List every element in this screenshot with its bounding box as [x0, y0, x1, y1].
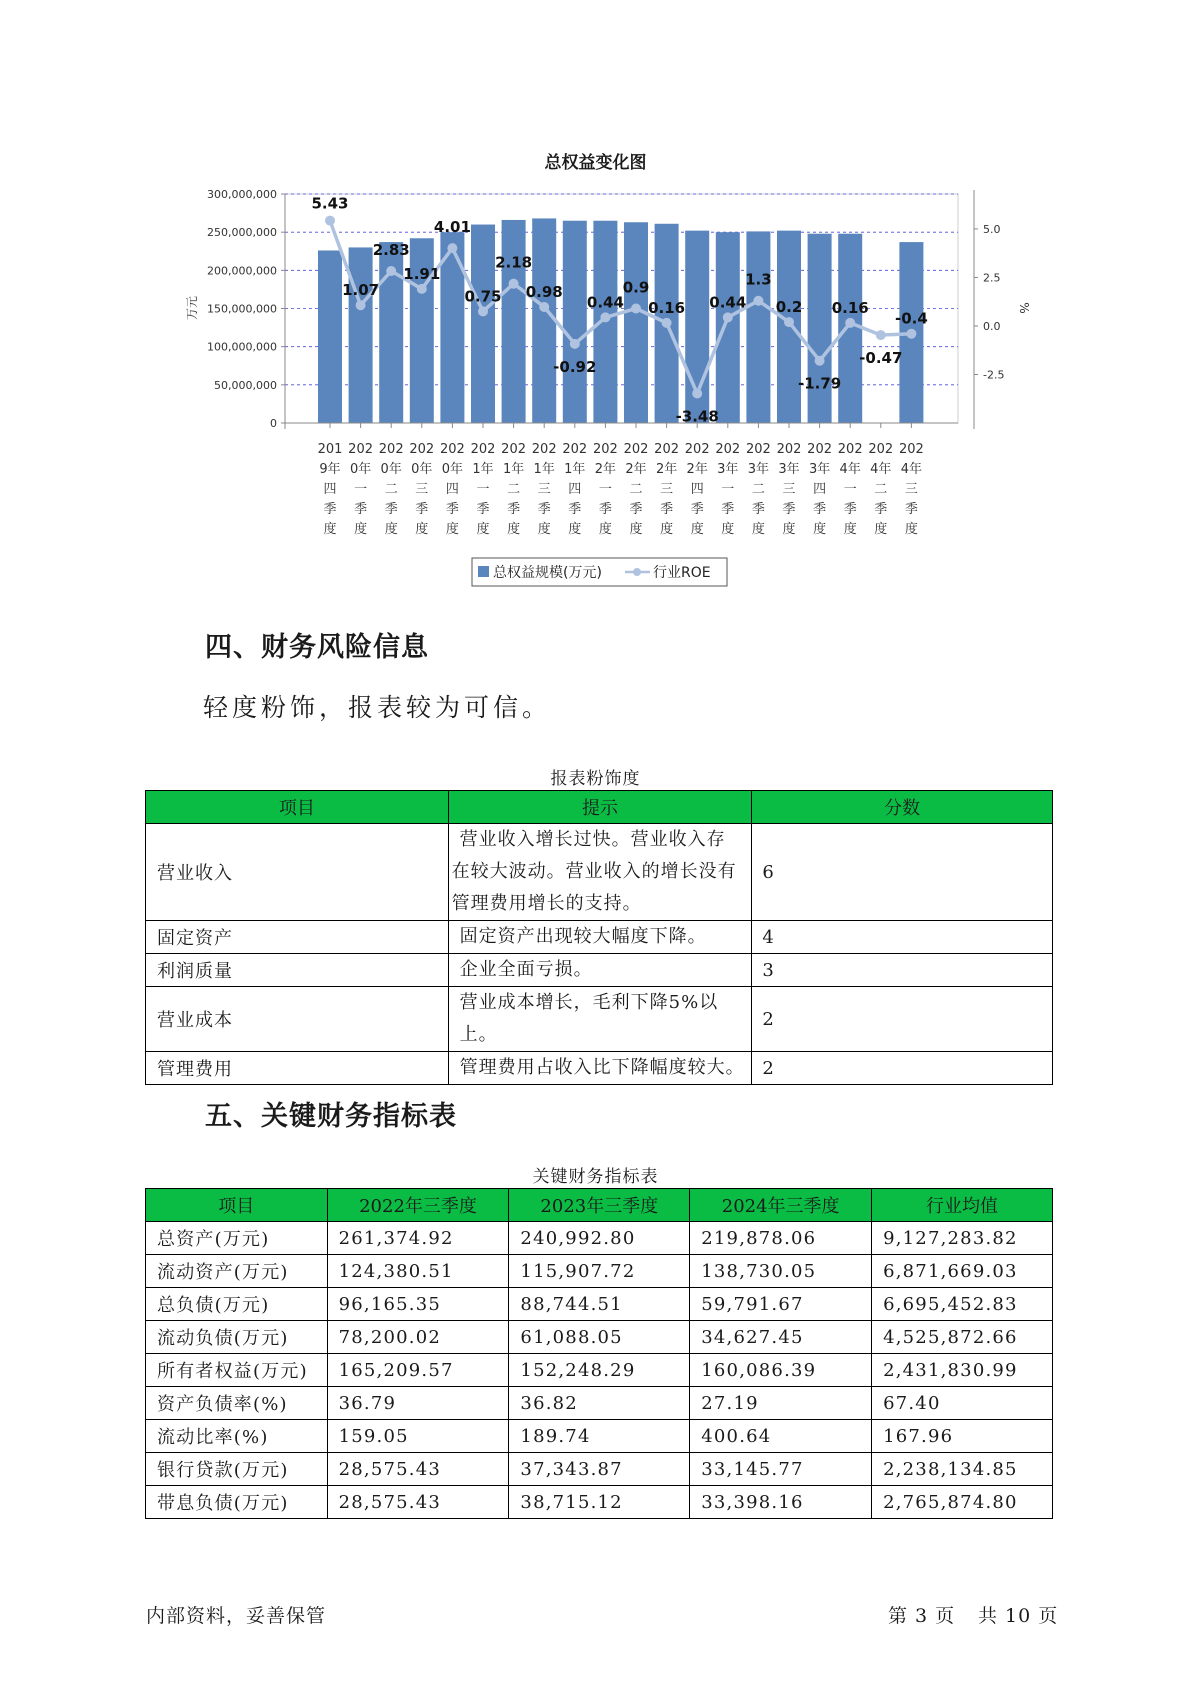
- risk-tip: [448, 824, 752, 921]
- x-tick-label: 202 3年二季度: [745, 442, 771, 537]
- bar: [502, 220, 526, 423]
- key-row: [146, 1453, 1053, 1486]
- key-value: 28,575.43: [327, 1486, 509, 1519]
- risk-tip-line: 在较大波动。营业收入的增长没有: [451, 861, 737, 882]
- roe-point: [600, 312, 610, 322]
- x-tick-label: 201 9年四季度: [317, 442, 343, 537]
- risk-score: 3: [752, 954, 1053, 987]
- key-value: 96,165.35: [327, 1288, 509, 1321]
- risk-score: 2: [752, 987, 1053, 1052]
- roe-data-label: 2.18: [495, 253, 533, 272]
- roe-point: [509, 279, 519, 289]
- roe-data-label: 1.07: [342, 281, 380, 300]
- x-tick-label: 202 1年二季度: [501, 442, 527, 537]
- risk-tip: [448, 954, 752, 987]
- roe-data-label: 0.16: [648, 298, 686, 317]
- y-left-tick-label: 50,000,000: [214, 378, 277, 392]
- key-value: 261,374.92: [327, 1222, 509, 1255]
- key-metrics-table: [145, 1188, 1053, 1519]
- key-value: 9,127,283.82: [872, 1222, 1053, 1255]
- y-left-tick-label: 100,000,000: [207, 340, 277, 354]
- key-row: [146, 1222, 1053, 1255]
- risk-row: [146, 824, 1053, 921]
- key-item: 带息负债(万元): [146, 1486, 328, 1519]
- risk-row: [146, 987, 1053, 1052]
- x-tick-label: 202 4年一季度: [837, 442, 863, 537]
- roe-data-label: -0.47: [859, 349, 903, 368]
- risk-header-item: 项目: [146, 791, 449, 824]
- section4-title: 四、财务风险信息: [205, 632, 429, 663]
- roe-data-label: 1.91: [403, 264, 441, 283]
- bar: [471, 225, 495, 423]
- key-header: 2023年三季度: [509, 1189, 690, 1222]
- key-value: 160,086.39: [690, 1354, 872, 1387]
- key-value: 152,248.29: [509, 1354, 690, 1387]
- x-tick-label: 202 2年三季度: [654, 442, 680, 537]
- key-value: 6,695,452.83: [872, 1288, 1053, 1321]
- risk-tip-line: 管理费用增长的支持。: [451, 893, 642, 914]
- key-value: 33,145.77: [690, 1453, 872, 1486]
- key-table-caption: 关键财务指标表: [532, 1167, 659, 1187]
- key-row: [146, 1420, 1053, 1453]
- risk-tip: [448, 921, 752, 954]
- roe-data-label: 1.3: [745, 270, 772, 289]
- key-value: 4,525,872.66: [872, 1321, 1053, 1354]
- risk-summary: 轻度粉饰，报表较为可信。: [203, 693, 552, 722]
- roe-point: [539, 302, 549, 312]
- key-value: 67.40: [872, 1387, 1053, 1420]
- risk-header-tip: 提示: [448, 791, 752, 824]
- key-value: 400.64: [690, 1420, 872, 1453]
- bar: [624, 222, 648, 423]
- key-value: 240,992.80: [509, 1222, 690, 1255]
- bar: [838, 234, 862, 423]
- chart-title: 总权益变化图: [544, 153, 647, 173]
- x-tick-label: 202 4年三季度: [898, 442, 924, 537]
- y-right-tick-label: 0.0: [983, 319, 1001, 333]
- legend-line-label: 行业ROE: [653, 565, 711, 581]
- key-item: 总负债(万元): [146, 1288, 328, 1321]
- x-tick-label: 202 3年一季度: [715, 442, 741, 537]
- roe-point: [631, 304, 641, 314]
- risk-tip-line: 营业收入增长过快。营业收入存: [459, 829, 726, 850]
- key-value: 115,907.72: [509, 1255, 690, 1288]
- roe-point: [815, 356, 825, 366]
- key-value: 167.96: [872, 1420, 1053, 1453]
- y-left-tick-label: 250,000,000: [207, 226, 277, 240]
- risk-item: 营业收入: [146, 824, 449, 921]
- roe-point: [845, 318, 855, 328]
- roe-point: [386, 266, 396, 276]
- roe-point: [876, 330, 886, 340]
- x-tick-label: 202 4年二季度: [868, 442, 894, 537]
- key-value: 219,878.06: [690, 1222, 872, 1255]
- bar: [746, 231, 770, 423]
- bar: [318, 250, 342, 423]
- risk-row: [146, 954, 1053, 987]
- y-left-tick-label: 150,000,000: [207, 302, 277, 316]
- risk-item: 固定资产: [146, 921, 449, 954]
- key-value: 124,380.51: [327, 1255, 509, 1288]
- roe-point: [906, 329, 916, 339]
- risk-tip-line: 企业全面亏损。: [459, 959, 593, 980]
- y-right-tick-label: 5.0: [983, 222, 1001, 236]
- roe-point: [356, 300, 366, 310]
- risk-score: 4: [752, 921, 1053, 954]
- bar: [808, 234, 832, 423]
- key-value: 159.05: [327, 1420, 509, 1453]
- key-value: 6,871,669.03: [872, 1255, 1053, 1288]
- risk-item: 管理费用: [146, 1052, 449, 1085]
- x-tick-label: 202 3年三季度: [776, 442, 802, 537]
- key-row: [146, 1486, 1053, 1519]
- risk-tip-line: 固定资产出现较大幅度下降。: [459, 926, 707, 947]
- roe-point: [784, 317, 794, 327]
- x-tick-label: 202 2年一季度: [592, 442, 618, 537]
- footer-page-number: 第 3 页: [888, 1605, 956, 1627]
- roe-data-label: -3.48: [675, 407, 719, 426]
- roe-data-label: 0.9: [622, 278, 650, 297]
- roe-data-label: 0.98: [525, 282, 563, 301]
- y-right-axis-label: %: [1017, 302, 1031, 314]
- x-tick-label: 202 0年三季度: [409, 442, 435, 537]
- key-value: 2,765,874.80: [872, 1486, 1053, 1519]
- roe-data-label: 0.16: [831, 298, 869, 317]
- x-tick-label: 202 1年一季度: [470, 442, 496, 537]
- key-header: 行业均值: [872, 1189, 1053, 1222]
- legend-line-marker: [633, 568, 641, 576]
- bar: [563, 221, 587, 423]
- footer-confidential: 内部资料，妥善保管: [146, 1605, 327, 1627]
- x-tick-label: 202 0年二季度: [378, 442, 404, 537]
- section5-title: 五、关键财务指标表: [205, 1101, 457, 1132]
- risk-row: [146, 921, 1053, 954]
- risk-tip: [448, 1052, 752, 1085]
- roe-point: [325, 216, 335, 226]
- key-value: 36.82: [509, 1387, 690, 1420]
- roe-point: [662, 318, 672, 328]
- y-right-tick-label: -2.5: [983, 368, 1005, 382]
- footer-page-total: 共 10 页: [978, 1605, 1059, 1627]
- key-row: [146, 1288, 1053, 1321]
- roe-point: [478, 306, 488, 316]
- roe-data-label: -0.4: [894, 309, 928, 328]
- x-tick-label: 202 0年四季度: [439, 442, 465, 537]
- y-left-tick-label: 200,000,000: [207, 264, 277, 278]
- roe-data-label: 0.2: [775, 298, 803, 317]
- key-header: 2022年三季度: [327, 1189, 509, 1222]
- risk-tip-line: 营业成本增长，毛利下降5%以上。: [459, 992, 719, 1045]
- risk-item: 营业成本: [146, 987, 449, 1052]
- key-item: 银行贷款(万元): [146, 1453, 328, 1486]
- x-tick-label: 202 3年四季度: [807, 442, 833, 537]
- y-left-tick-label: 300,000,000: [207, 188, 277, 201]
- x-tick-label: 202 1年三季度: [531, 442, 557, 537]
- x-tick-label: 202 1年四季度: [562, 442, 588, 537]
- bar: [716, 232, 740, 423]
- y-left-axis-label: 万元: [185, 295, 199, 321]
- key-row: [146, 1255, 1053, 1288]
- roe-data-label: 0.44: [709, 293, 747, 312]
- roe-point: [570, 339, 580, 349]
- y-left-tick-label: 0: [270, 417, 277, 430]
- key-value: 28,575.43: [327, 1453, 509, 1486]
- key-value: 78,200.02: [327, 1321, 509, 1354]
- risk-score: 6: [752, 824, 1053, 921]
- legend-bar-swatch: [478, 566, 489, 577]
- key-value: 34,627.45: [690, 1321, 872, 1354]
- key-item: 资产负债率(%): [146, 1387, 328, 1420]
- roe-data-label: 5.43: [311, 194, 349, 213]
- key-item: 总资产(万元): [146, 1222, 328, 1255]
- key-row: [146, 1387, 1053, 1420]
- roe-data-label: 2.83: [372, 241, 410, 260]
- risk-item: 利润质量: [146, 954, 449, 987]
- key-value: 138,730.05: [690, 1255, 872, 1288]
- key-value: 61,088.05: [509, 1321, 690, 1354]
- roe-point: [692, 389, 702, 399]
- key-value: 36.79: [327, 1387, 509, 1420]
- roe-data-label: 0.44: [586, 293, 624, 312]
- roe-point: [753, 296, 763, 306]
- key-header: 项目: [146, 1189, 328, 1222]
- key-value: 33,398.16: [690, 1486, 872, 1519]
- risk-tip: [448, 987, 752, 1052]
- roe-data-label: 0.75: [464, 287, 502, 306]
- legend-bar-label: 总权益规模(万元): [493, 565, 602, 581]
- x-tick-label: 202 2年二季度: [623, 442, 649, 537]
- roe-point: [447, 243, 457, 253]
- key-value: 2,431,830.99: [872, 1354, 1053, 1387]
- risk-table-caption: 报表粉饰度: [550, 769, 641, 789]
- key-row: [146, 1354, 1053, 1387]
- risk-tip-line: 管理费用占收入比下降幅度较大。: [459, 1057, 745, 1078]
- key-value: 189.74: [509, 1420, 690, 1453]
- key-value: 38,715.12: [509, 1486, 690, 1519]
- roe-data-label: -0.92: [553, 357, 597, 376]
- key-item: 所有者权益(万元): [146, 1354, 328, 1387]
- y-right-tick-label: 2.5: [983, 271, 1001, 285]
- roe-data-label: 4.01: [433, 218, 471, 237]
- key-value: 88,744.51: [509, 1288, 690, 1321]
- key-row: [146, 1321, 1053, 1354]
- roe-point: [723, 312, 733, 322]
- bar: [532, 218, 556, 423]
- roe-point: [417, 284, 427, 294]
- risk-table: [145, 790, 1053, 1085]
- risk-score: 2: [752, 1052, 1053, 1085]
- risk-row: [146, 1052, 1053, 1085]
- bar: [349, 247, 373, 423]
- equity-chart: [0, 170, 1191, 595]
- key-item: 流动资产(万元): [146, 1255, 328, 1288]
- x-tick-label: 202 0年一季度: [348, 442, 374, 537]
- key-value: 165,209.57: [327, 1354, 509, 1387]
- key-value: 27.19: [690, 1387, 872, 1420]
- risk-header-score: 分数: [752, 791, 1053, 824]
- key-header: 2024年三季度: [690, 1189, 872, 1222]
- key-item: 流动负债(万元): [146, 1321, 328, 1354]
- key-value: 59,791.67: [690, 1288, 872, 1321]
- roe-data-label: -1.79: [797, 374, 842, 393]
- x-tick-label: 202 2年四季度: [684, 442, 710, 537]
- key-value: 2,238,134.85: [872, 1453, 1053, 1486]
- key-item: 流动比率(%): [146, 1420, 328, 1453]
- key-value: 37,343.87: [509, 1453, 690, 1486]
